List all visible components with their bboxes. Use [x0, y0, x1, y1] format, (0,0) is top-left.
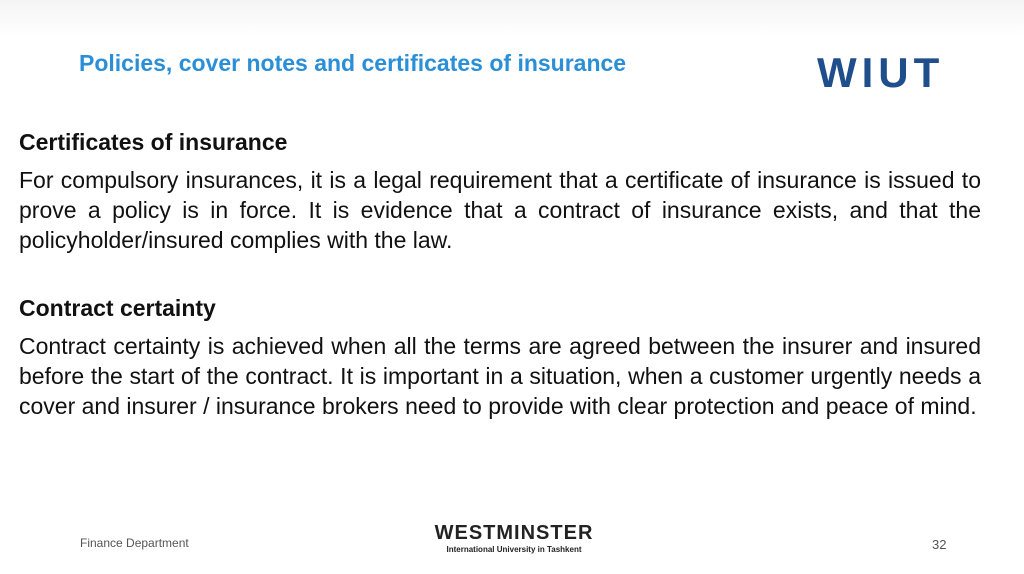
top-shade — [0, 0, 1024, 36]
slide-content — [19, 126, 981, 421]
page-number: 32 — [932, 537, 947, 552]
section-certificates — [19, 126, 981, 255]
westminster-logo — [434, 522, 594, 556]
footer-department: Finance Department — [80, 536, 189, 550]
section-body: Contract certainty is achieved when all the terms are agreed between the insurer and insured before the start of the contract. It is important in a situation, when a customer urgently needs a cover and insurer / insurance brokers need to provide with clear protection and peace of mind. — [19, 333, 981, 419]
section-heading: Contract certainty — [19, 295, 216, 321]
slide-title: Policies, cover notes and certificates of insurance — [79, 50, 627, 76]
section-heading: Certificates of insurance — [19, 129, 288, 155]
section-spacer — [19, 255, 981, 292]
wiut-logo: WIUT — [817, 49, 945, 96]
section-body: For compulsory insurances, it is a legal requirement that a certificate of insurance is issued to prove a policy is in force. It is evidence that a contract of insurance exists, and that the policyholder/insured complies with the law. — [19, 167, 981, 253]
westminster-logo-subtitle: International University in Tashkent — [446, 545, 582, 554]
westminster-logo-name: WESTMINSTER — [434, 522, 594, 544]
section-contract-certainty — [19, 292, 981, 421]
